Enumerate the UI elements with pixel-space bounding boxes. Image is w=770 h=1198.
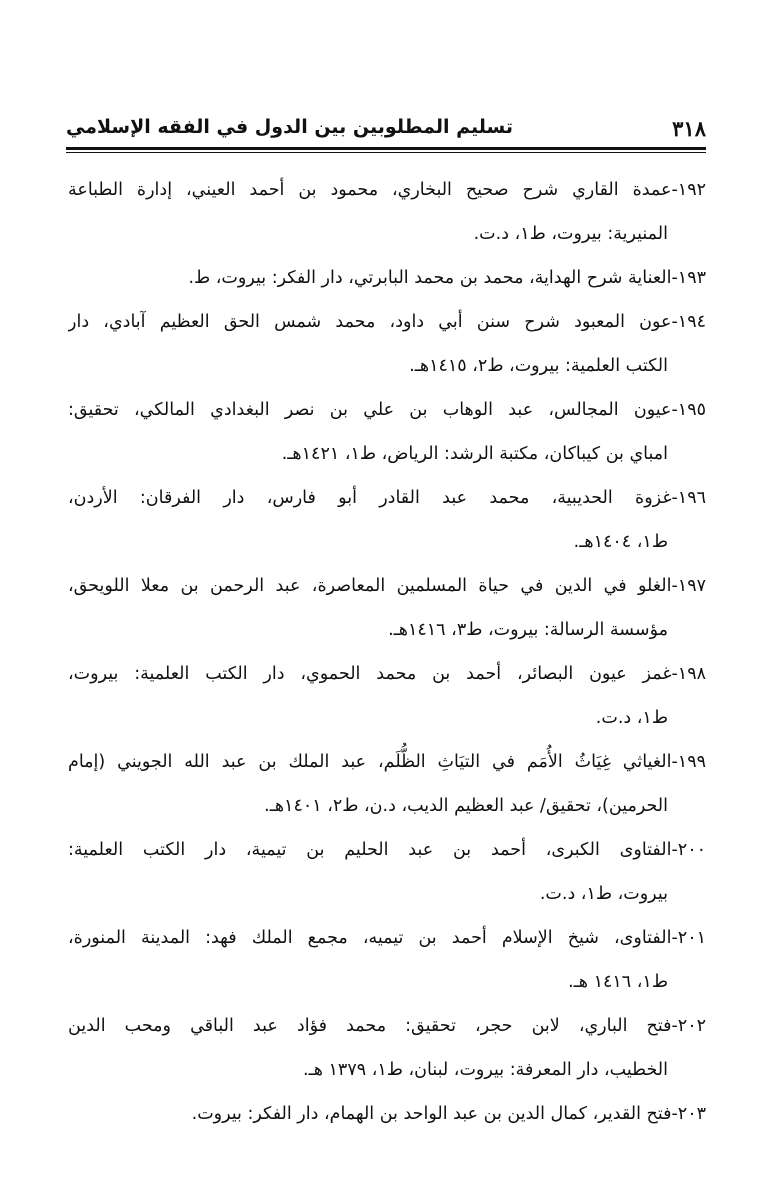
entry-line-first — [68, 828, 706, 872]
entry-number: ١٩٢ — [677, 180, 706, 200]
entry-line-first — [68, 1092, 706, 1136]
bibliography-entry — [68, 476, 706, 564]
header-rule-thick — [66, 147, 706, 150]
entry-line-continued — [68, 344, 706, 388]
entry-line-continued — [68, 212, 706, 256]
entry-line-continued — [68, 520, 706, 564]
bibliography-entry — [68, 740, 706, 828]
entry-text: المنيرية: بيروت، ط١، د.ت. — [473, 224, 668, 244]
entry-line-first — [68, 1004, 706, 1048]
entry-number: ١٩٥ — [677, 400, 706, 420]
entry-text: -الغياثي غِيَاثُ الأُمَم في التيَاثِ الظُّلَم، عبد الملك بن عبد الله الجويني (إمام — [68, 752, 678, 772]
entry-text: -فتح الباري، لابن حجر، تحقيق: محمد فؤاد عبد الباقي ومحب الدين — [68, 1016, 678, 1036]
entry-line-first — [68, 740, 706, 784]
entry-line-first — [68, 168, 706, 212]
entry-line-first — [68, 476, 706, 520]
bibliography-list — [68, 168, 706, 1136]
bibliography-entry — [68, 1004, 706, 1092]
entry-text: امباي بن كيباكان، مكتبة الرشد: الرياض، ط١، ١٤٢١هـ. — [281, 444, 668, 464]
entry-text: بيروت، ط١، د.ت. — [539, 884, 668, 904]
entry-line-first — [68, 256, 706, 300]
header-rule-thin — [66, 152, 706, 153]
entry-text: مؤسسة الرسالة: بيروت، ط٣، ١٤١٦هـ. — [388, 620, 668, 640]
entry-text: الخطيب، دار المعرفة: بيروت، لبنان، ط١، ١٣٧٩ هـ. — [303, 1060, 668, 1080]
entry-text: -الفتاوى، شيخ الإسلام أحمد بن تيميه، مجمع الملك فهد: المدينة المنورة، — [68, 928, 678, 948]
entry-number: ١٩٦ — [677, 488, 706, 508]
entry-line-first — [68, 300, 706, 344]
entry-text: ط١، ١٤٠٤هـ. — [573, 532, 668, 552]
entry-line-first — [68, 564, 706, 608]
bibliography-entry — [68, 828, 706, 916]
entry-text: -الغلو في الدين في حياة المسلمين المعاصرة، عبد الرحمن بن معلا اللويحق، — [68, 576, 678, 596]
bibliography-entry — [68, 652, 706, 740]
entry-text: الحرمين)، تحقيق/ عبد العظيم الديب، د.ن، ط٢، ١٤٠١هـ. — [264, 796, 668, 816]
page-number: ٣١٨ — [672, 116, 706, 141]
entry-line-first — [68, 916, 706, 960]
entry-line-first — [68, 388, 706, 432]
entry-line-continued — [68, 872, 706, 916]
entry-number: ٢٠١ — [677, 928, 706, 948]
entry-text: ط١، د.ت. — [595, 708, 668, 728]
entry-text: -غمز عيون البصائر، أحمد بن محمد الحموي، دار الكتب العلمية: بيروت، — [68, 664, 678, 684]
entry-text: -عمدة القاري شرح صحيح البخاري، محمود بن أحمد العيني، إدارة الطباعة — [68, 180, 678, 200]
bibliography-entry — [68, 300, 706, 388]
bibliography-entry — [68, 388, 706, 476]
bibliography-entry — [68, 916, 706, 1004]
entry-text: -عيون المجالس، عبد الوهاب بن علي بن نصر البغدادي المالكي، تحقيق: — [68, 400, 678, 420]
entry-number: ٢٠٠ — [677, 840, 706, 860]
page-header — [66, 110, 706, 150]
entry-number: ١٩٤ — [677, 312, 706, 332]
entry-text: الكتب العلمية: بيروت، ط٢، ١٤١٥هـ. — [409, 356, 668, 376]
entry-number: ١٩٩ — [677, 752, 706, 772]
bibliography-entry — [68, 564, 706, 652]
entry-text: -فتح القدير، كمال الدين بن عبد الواحد بن الهمام، دار الفكر: بيروت. — [191, 1104, 678, 1124]
entry-number: ١٩٣ — [677, 268, 706, 288]
bibliography-entry — [68, 1092, 706, 1136]
bibliography-entry — [68, 256, 706, 300]
entry-line-continued — [68, 696, 706, 740]
entry-line-first — [68, 652, 706, 696]
entry-line-continued — [68, 1048, 706, 1092]
entry-line-continued — [68, 960, 706, 1004]
entry-line-continued — [68, 784, 706, 828]
entry-number: ٢٠٢ — [677, 1016, 706, 1036]
bibliography-entry — [68, 168, 706, 256]
entry-text: -العناية شرح الهداية، محمد بن محمد البابرتي، دار الفكر: بيروت، ط. — [188, 268, 678, 288]
entry-text: -غزوة الحديبية، محمد عبد القادر أبو فارس، دار الفرقان: الأردن، — [68, 488, 678, 508]
entry-number: ١٩٧ — [677, 576, 706, 596]
entry-number: ٢٠٣ — [677, 1104, 706, 1124]
entry-text: -عون المعبود شرح سنن أبي داود، محمد شمس الحق العظيم آبادي، دار — [68, 312, 678, 332]
entry-text: ط١، ١٤١٦ هـ. — [568, 972, 668, 992]
entry-number: ١٩٨ — [677, 664, 706, 684]
entry-text: -الفتاوى الكبرى، أحمد بن عبد الحليم بن تيمية، دار الكتب العلمية: — [68, 840, 678, 860]
entry-line-continued — [68, 432, 706, 476]
entry-line-continued — [68, 608, 706, 652]
running-title: تسليم المطلوبين بين الدول في الفقه الإسلامي — [66, 116, 513, 138]
